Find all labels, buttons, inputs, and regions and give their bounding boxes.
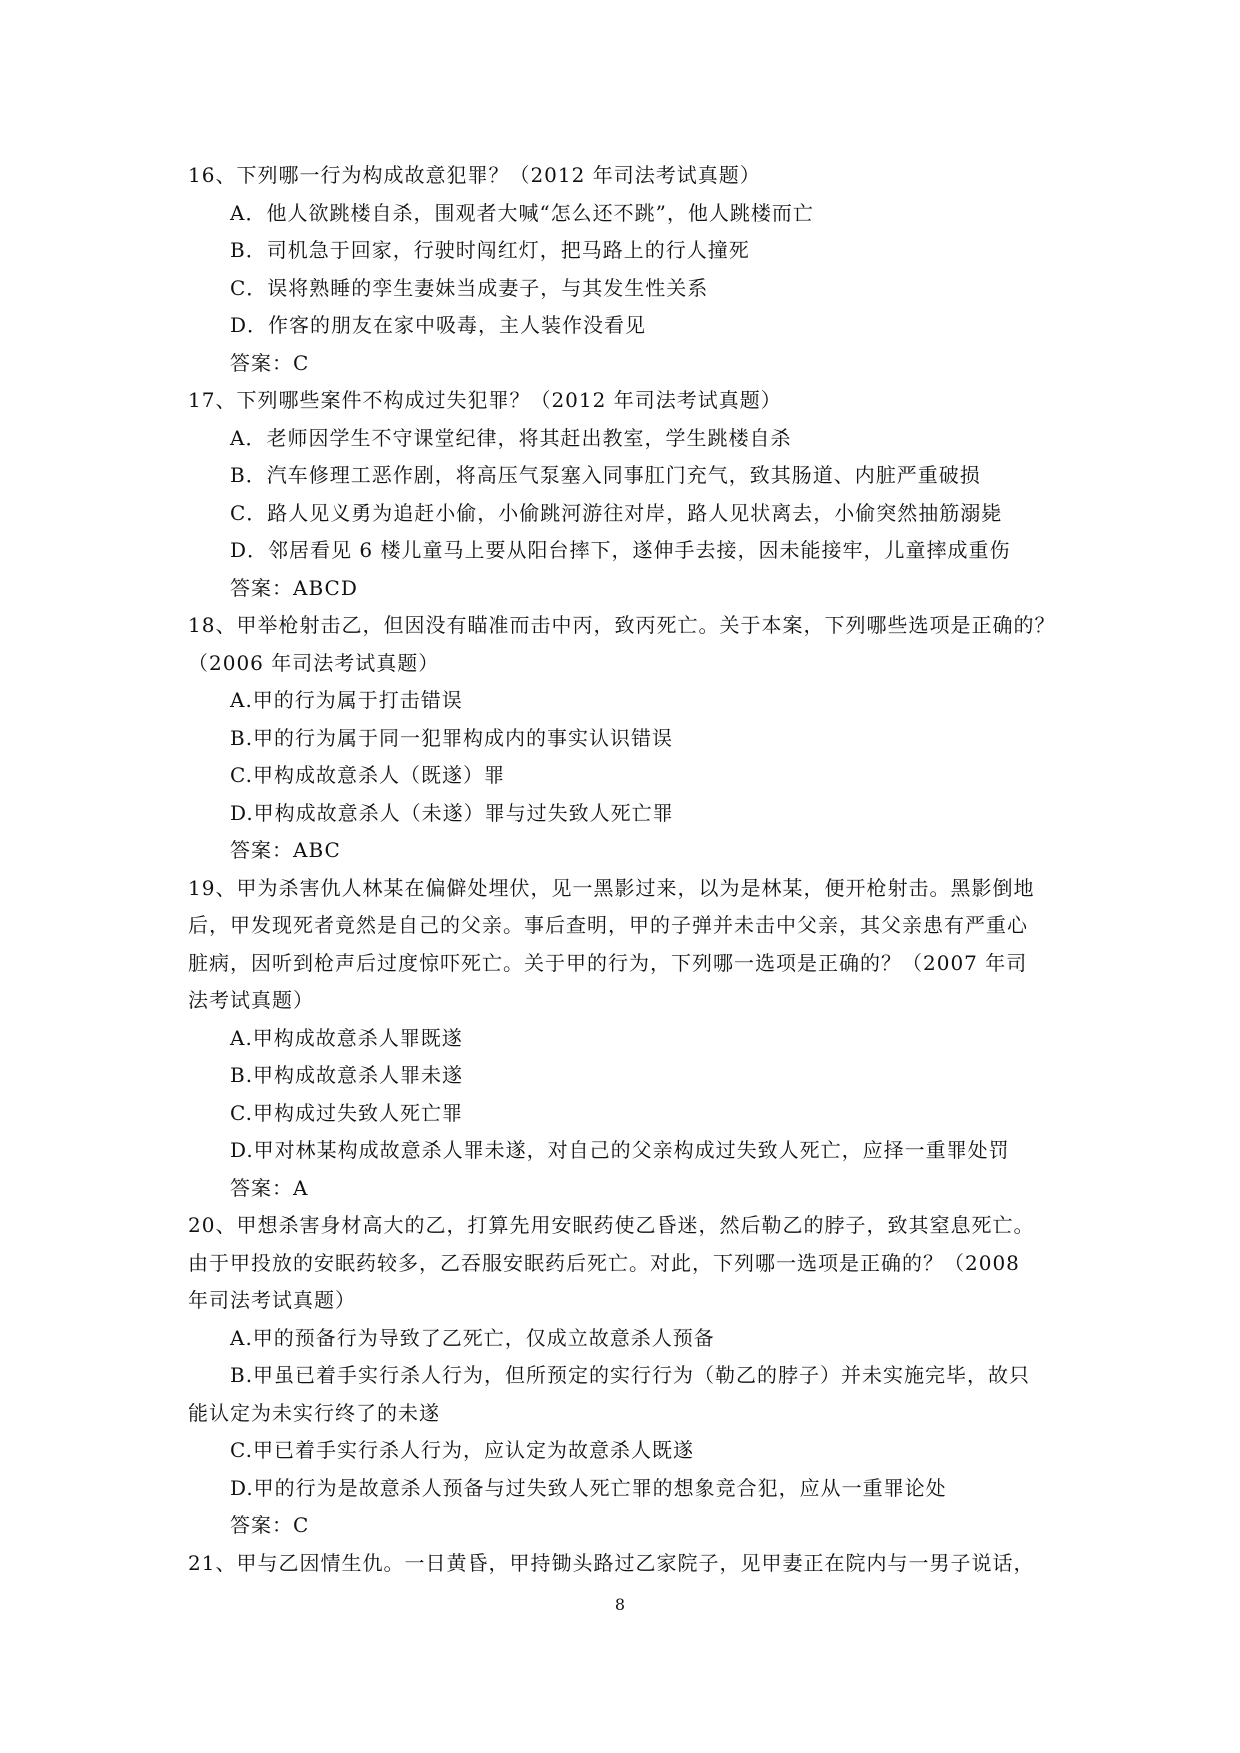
question-16-answer: 答案：C: [230, 350, 310, 375]
question-19-answer: 答案：A: [230, 1175, 309, 1200]
question-19-option-d: D.甲对林某构成故意杀人罪未遂，对自己的父亲构成过失致人死亡，应择一重罪处罚: [230, 1138, 1010, 1162]
question-19-option-a: A.甲构成故意杀人罪既遂: [230, 1025, 463, 1050]
question-20-option-c: C.甲已着手实行杀人行为，应认定为故意杀人既遂: [230, 1438, 694, 1462]
question-19-option-c: C.甲构成过失致人死亡罪: [230, 1100, 463, 1125]
question-18-answer: 答案：ABC: [230, 838, 341, 862]
question-20-option-b-line-1: B.甲虽已着手实行杀人行为，但所预定的实行行为（勒乙的脖子）并未实施完毕，故只: [230, 1363, 1031, 1387]
question-16-option-b: B．司机急于回家，行驶时闯红灯，把马路上的行人撞死: [230, 238, 750, 262]
question-17-option-a: A．老师因学生不守课堂纪律，将其赶出教室，学生跳楼自杀: [230, 425, 792, 450]
question-16-option-d: D．作客的朋友在家中吸毒，主人装作没看见: [230, 313, 647, 337]
question-18-option-c: C.甲构成故意杀人（既遂）罪: [230, 763, 505, 787]
question-20-stem-line-3: 年司法考试真题）: [188, 1288, 356, 1312]
question-17-option-d: D．邻居看见 6 楼儿童马上要从阳台摔下，遂伸手去接，因未能接牢，儿童摔成重伤: [230, 538, 1011, 562]
question-20-stem-line-2: 由于甲投放的安眠药较多，乙吞服安眠药后死亡。对此，下列哪一选项是正确的？（2008: [188, 1250, 1020, 1275]
question-20-option-a: A.甲的预备行为导致了乙死亡，仅成立故意杀人预备: [230, 1325, 715, 1350]
page-number: 8: [614, 1595, 626, 1614]
question-17-option-b: B．汽车修理工恶作剧，将高压气泵塞入同事肛门充气，致其肠道、内脏严重破损: [230, 463, 981, 487]
question-17-option-c: C．路人见义勇为追赶小偷，小偷跳河游往对岸，路人见状离去，小偷突然抽筋溺毙: [230, 500, 1003, 525]
question-21-stem-line-1: 21、甲与乙因情生仇。一日黄昏，甲持锄头路过乙家院子，见甲妻正在院内与一男子说话，: [188, 1550, 1035, 1575]
question-20-option-b-line-2: 能认定为未实行终了的未遂: [188, 1400, 440, 1425]
question-19-stem-line-3: 脏病，因听到枪声后过度惊吓死亡。关于甲的行为，下列哪一选项是正确的？（2007 年司: [188, 950, 1028, 975]
question-19-stem-line-2: 后，甲发现死者竟然是自己的父亲。事后查明，甲的子弹并未击中父亲，其父亲患有严重心: [188, 913, 1028, 937]
question-19-option-b: B.甲构成故意杀人罪未遂: [230, 1063, 464, 1087]
page-content: [188, 157, 1058, 1582]
question-18-option-b: B.甲的行为属于同一犯罪构成内的事实认识错误: [230, 725, 674, 750]
question-19-stem-line-1: 19、甲为杀害仇人林某在偏僻处埋伏，见一黑影过来，以为是林某，便开枪射击。黑影倒地: [188, 875, 1035, 900]
question-20-answer: 答案：C: [230, 1513, 310, 1537]
question-17-stem: 17、下列哪些案件不构成过失犯罪？（2012 年司法考试真题）: [188, 388, 782, 412]
question-19-stem-line-4: 法考试真题）: [188, 988, 314, 1012]
question-16-option-a: A．他人欲跳楼自杀，围观者大喊“怎么还不跳”，他人跳楼而亡: [230, 200, 814, 225]
question-17-answer: 答案：ABCD: [230, 575, 358, 600]
question-16-option-c: C．误将熟睡的孪生妻妹当成妻子，与其发生性关系: [230, 275, 709, 300]
question-20-stem-line-1: 20、甲想杀害身材高大的乙，打算先用安眠药使乙昏迷，然后勒乙的脖子，致其窒息死亡。: [188, 1213, 1035, 1237]
question-18-stem-line-2: （2006 年司法考试真题）: [188, 650, 440, 675]
question-18-stem-line-1: 18、甲举枪射击乙，但因没有瞄准而击中丙，致丙死亡。关于本案，下列哪些选项是正确的？: [188, 613, 1056, 637]
question-18-option-a: A.甲的行为属于打击错误: [230, 688, 463, 712]
question-16-stem: 16、下列哪一行为构成故意犯罪？（2012 年司法考试真题）: [188, 163, 761, 187]
question-20-option-d: D.甲的行为是故意杀人预备与过失致人死亡罪的想象竞合犯，应从一重罪论处: [230, 1475, 947, 1500]
question-18-option-d: D.甲构成故意杀人（未遂）罪与过失致人死亡罪: [230, 800, 674, 825]
